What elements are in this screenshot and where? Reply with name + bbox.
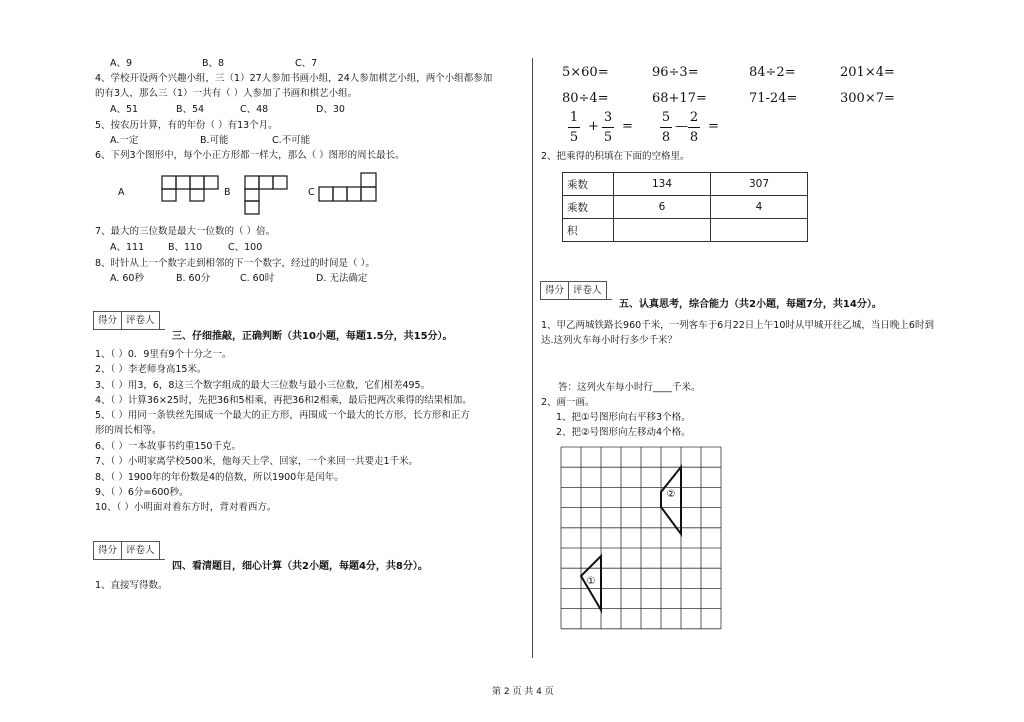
sec4-q1: 1、直接写得数。 (95, 580, 168, 591)
sec3-item-5-cont: 形的周长相等。 (95, 425, 162, 436)
grader-box-sec3 (93, 311, 160, 330)
q8-option-a: A. 60秒 (110, 273, 144, 284)
fraction-5-8 (660, 110, 672, 145)
sec3-item-6: 6、（ ）一本故事书约重150千克。 (95, 441, 241, 452)
grader-underline (93, 559, 165, 560)
q4-option-c: C、48 (240, 104, 269, 115)
q5-text: 5、按农历计算，有的年份（ ）有13个月。 (95, 120, 278, 131)
grader-score-label: 得分 (98, 545, 118, 556)
grader-score-label: 得分 (98, 315, 118, 326)
q4-option-b: B、54 (176, 104, 205, 115)
header-product: 积 (563, 219, 614, 242)
q8-option-d: D. 无法确定 (316, 273, 368, 284)
sec3-item-5: 5、（ ）用同一条铁丝先围成一个最大的正方形，再围成一个最大的长方形，长方形和正方 (95, 410, 470, 421)
calc-r1-c3: 84÷2= (749, 65, 796, 80)
frac2-equals: = (708, 119, 719, 134)
figure-a (160, 174, 220, 202)
sec3-item-7: 7、（ ）小明家离学校500米，他每天上学、回家，一个来回一共要走1千米。 (95, 456, 418, 467)
table-row (563, 196, 808, 219)
frac1-equals: = (622, 119, 633, 134)
q4-option-a: A、51 (110, 104, 139, 115)
q8-option-b: B. 60分 (176, 273, 211, 284)
q4-option-d: D、30 (316, 104, 345, 115)
sec3-item-3: 3、（ ）用3，6，8这三个数字组成的最大三位数与最小三位数，它们相差495。 (95, 380, 431, 391)
calc-r2-c3: 71-24= (749, 91, 798, 106)
sec5-q2-step2: 2、把②号图形向左移动4个格。 (556, 427, 691, 438)
numerator: 1 (569, 110, 579, 125)
sec3-item-9: 9、（ ）6分=600秒。 (95, 487, 189, 498)
q7-option-b: B、110 (168, 242, 203, 253)
calc-r1-c1: 5×60= (562, 65, 609, 80)
sec3-item-8: 8、（ ）1900年的年份数是4的倍数，所以1900年是闰年。 (95, 472, 344, 483)
q6-text: 6、下列3个图形中，每个小正方形都一样大，那么（ ）图形的周长最长。 (95, 150, 405, 161)
sec5-q2-step1: 1、把①号图形向右平移3个格。 (556, 412, 691, 423)
sec5-q2: 2、画一画。 (541, 397, 595, 408)
q5-option-c: C.不可能 (272, 135, 311, 146)
denominator: 5 (603, 130, 613, 145)
calc-r1-c4: 201×4= (840, 65, 895, 80)
sec5-answer: 答：这列火车每小时行____千米。 (558, 382, 701, 393)
calc-r2-c4: 300×7= (840, 91, 895, 106)
product-table (562, 172, 808, 242)
numerator: 5 (661, 110, 671, 125)
sec5-q1-line2: 达.这列火车每小时行多少千米？ (541, 335, 678, 346)
numerator: 2 (689, 110, 699, 125)
q3-option-c: C、7 (295, 58, 318, 69)
sec5-q1-line1: 1、甲乙两城铁路长960千米，一列客车于6月22日上午10时从甲城开往乙城，当日晚上6时到 (541, 320, 934, 331)
q6-label-c: C (308, 187, 315, 198)
header-multiplier-2: 乘数 (563, 196, 614, 219)
q5-option-b: B.可能 (200, 135, 229, 146)
numerator: 3 (603, 110, 613, 125)
section3-title: 三、仔细推敲，正确判断（共10小题，每题1.5分，共15分）。 (172, 331, 453, 342)
grader-score-label: 得分 (545, 285, 565, 296)
section4-title: 四、看清题目，细心计算（共2小题，每题4分，共8分）。 (172, 561, 428, 572)
answer-cell-1[interactable] (614, 219, 711, 242)
q3-option-a: A、9 (110, 58, 133, 69)
grader-reviewer-label: 评卷人 (568, 282, 606, 299)
denominator: 8 (661, 130, 671, 145)
figure-c (317, 172, 379, 202)
cell-307: 307 (711, 173, 808, 196)
shape-2-quadrilateral (661, 467, 681, 534)
fraction-3-5 (602, 110, 614, 145)
sec3-item-1: 1、（ ）0．9里有9个十分之一。 (95, 349, 232, 360)
grader-reviewer-label: 评卷人 (121, 312, 159, 329)
table-row (563, 173, 808, 196)
shape-2-label: ② (666, 489, 676, 500)
cell-6: 6 (614, 196, 711, 219)
section5-title: 五、认真思考，综合能力（共2小题，每题7分，共14分）。 (619, 299, 882, 310)
q4-line2: 的有3人，那么三（1）一共有（ ）人参加了书画和棋艺小组。 (95, 88, 358, 99)
denominator: 8 (689, 130, 699, 145)
q6-label-a: A (118, 187, 125, 198)
q8-text: 8、时针从上一个数字走到相邻的下一个数字，经过的时间是（ ）。 (95, 258, 375, 269)
answer-cell-2[interactable] (711, 219, 808, 242)
shape-1-label: ① (586, 576, 596, 587)
sec3-item-10: 10、（ ）小明面对着东方时，背对着西方。 (95, 502, 277, 513)
figure-b (243, 174, 291, 216)
fraction-2-8 (688, 110, 700, 145)
q7-text: 7、最大的三位数是最大一位数的（ ）倍。 (95, 226, 276, 237)
q4-line1: 4、学校开设两个兴趣小组，三（1）27人参加书画小组，24人参加棋艺小组，两个小组都参加 (95, 73, 493, 84)
q7-option-a: A、111 (110, 242, 145, 253)
calc-r2-c2: 68+17= (652, 91, 707, 106)
column-divider (532, 58, 533, 658)
drawing-grid[interactable] (560, 446, 724, 630)
grader-reviewer-label: 评卷人 (121, 542, 159, 559)
sec3-item-2: 2、（ ）李老师身高15米。 (95, 364, 207, 375)
grader-box-sec5 (540, 281, 607, 300)
q8-option-c: C. 60时 (240, 273, 275, 284)
calc-r2-c1: 80÷4= (562, 91, 609, 106)
cell-134: 134 (614, 173, 711, 196)
calc-r1-c2: 96÷3= (652, 65, 699, 80)
fraction-1-5 (568, 110, 580, 145)
grader-box-sec4 (93, 541, 160, 560)
q7-option-c: C、100 (228, 242, 263, 253)
denominator: 5 (569, 130, 579, 145)
q2-text: 2、把乘得的积填在下面的空格里。 (541, 151, 690, 162)
frac1-operator: + (588, 119, 599, 134)
header-multiplier-1: 乘数 (563, 173, 614, 196)
q5-option-a: A.一定 (110, 135, 139, 146)
q6-label-b: B (224, 187, 231, 198)
page-footer: 第 2 页 共 4 页 (492, 687, 554, 697)
table-row (563, 219, 808, 242)
cell-4: 4 (711, 196, 808, 219)
frac2-operator: — (675, 119, 688, 134)
grader-underline (540, 299, 612, 300)
q3-option-b: B、8 (202, 58, 225, 69)
grader-underline (93, 329, 165, 330)
sec3-item-4: 4、（ ）计算36×25时，先把36和5相乘，再把36和2相乘，最后把两次乘得的结果相加。 (95, 395, 472, 406)
